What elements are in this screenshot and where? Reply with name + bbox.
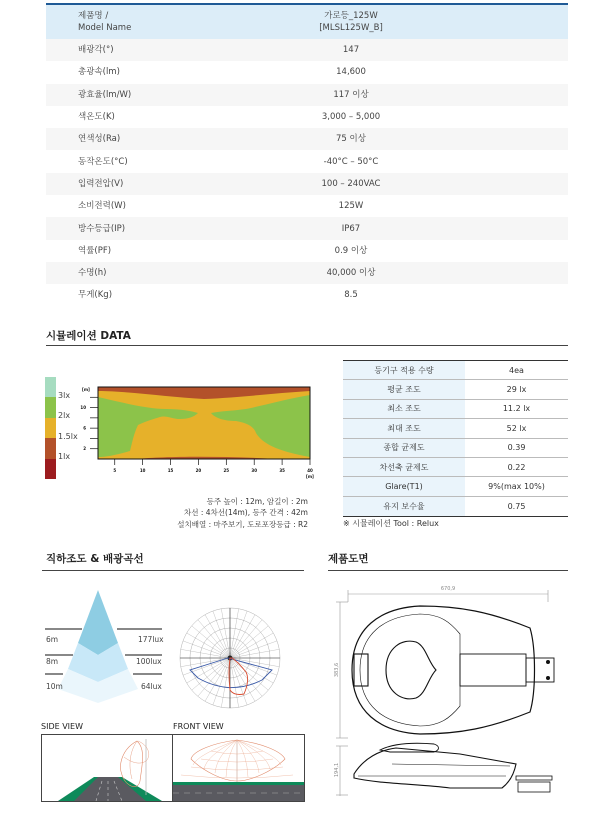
light-distribution-front (191, 740, 285, 781)
drawing-title: 제품도면 (328, 553, 369, 565)
legend-label: 1.5lx (58, 432, 78, 441)
spec-row (46, 150, 568, 172)
note-arrangement: 설치배열 : 마주보기, 도로포장등급 : R2 (177, 519, 308, 529)
spec-value: 125W (338, 201, 364, 212)
mount-clamp (518, 782, 550, 792)
simulation-table-row (343, 497, 568, 516)
housing-outline (352, 606, 535, 734)
note-lanes: 차선 : 4차선(14m), 등주 간격 : 42m (183, 508, 308, 518)
mesh-line (237, 740, 281, 765)
heatmap-plot (98, 387, 310, 459)
distribution-mesh (130, 741, 137, 779)
simulation-key: Glare(T1) (343, 477, 465, 495)
cone-level-6m (78, 590, 118, 655)
spec-value: 3,000 – 5,000 (321, 112, 381, 123)
heatmap-legend (45, 377, 56, 479)
road-surface (173, 785, 305, 802)
illuminance-heatmap (76, 385, 316, 485)
simulation-value: 0.39 (507, 443, 526, 453)
simulation-value: 11.2 lx (502, 404, 531, 414)
spec-label: 무게(Kg) (78, 290, 113, 301)
front-view-box (172, 734, 305, 802)
simulation-table-row (343, 400, 568, 419)
simulation-table-row (343, 361, 568, 380)
mesh-line (237, 740, 259, 773)
spec-row (46, 173, 568, 195)
spec-header-row (46, 5, 568, 39)
spec-label: 광효율(lm/W) (78, 89, 132, 100)
x-tick-label: 10 (139, 468, 146, 473)
x-tick-label: 15 (167, 468, 174, 473)
bolt (547, 661, 550, 664)
simulation-table (343, 360, 568, 517)
header-label-en: Model Name (78, 23, 132, 33)
mount-clamp-top (516, 776, 552, 780)
body-line (392, 764, 510, 766)
spec-row (46, 39, 568, 61)
simulation-title: 시뮬레이션 DATA (46, 330, 131, 342)
polar-distribution-chart (172, 600, 288, 710)
spec-label: 역률(PF) (78, 245, 112, 256)
legend-swatch-1lx (45, 438, 56, 458)
side-view-illustration (42, 735, 173, 802)
simulation-key: 등기구 적용 수량 (343, 361, 465, 379)
height-label: 6m (46, 635, 59, 644)
spec-row (46, 284, 568, 306)
spec-row (46, 84, 568, 106)
spec-row (46, 262, 568, 284)
simulation-table-row (343, 380, 568, 399)
y-tick-label: 10 (80, 405, 86, 411)
spec-value: 100 – 240VAC (321, 178, 381, 189)
side-view (354, 743, 552, 792)
x-tick-label: 30 (251, 468, 257, 473)
spec-row (46, 217, 568, 239)
simulation-value: 0.75 (507, 501, 526, 511)
spec-value: 14,600 (336, 67, 366, 78)
spec-row (46, 61, 568, 83)
light-distribution-side (121, 741, 143, 787)
legend-swatch-3lx (45, 377, 56, 397)
housing-side-outline (354, 748, 516, 788)
simulation-key: 종합 균제도 (343, 439, 465, 457)
spec-value: 117 이상 (333, 89, 369, 100)
simulation-tool-note: ※ 시뮬레이션 Tool : Relux (343, 519, 439, 528)
distribution-mesh (124, 741, 149, 763)
product-drawing (330, 578, 570, 796)
spec-value: 8.5 (344, 290, 358, 301)
legend-swatch-min (45, 459, 56, 479)
legend-swatch-2lx (45, 397, 56, 417)
section-divider (42, 570, 304, 571)
spec-row (46, 128, 568, 150)
legend-swatch-1-5lx (45, 418, 56, 438)
simulation-value: 9%(max 10%) (488, 482, 545, 492)
mesh-line (237, 740, 248, 777)
legend-label: 2lx (58, 411, 71, 420)
simulation-key: 최대 조도 (343, 419, 465, 437)
height-label: 10m (46, 682, 63, 691)
mesh-line (204, 740, 237, 769)
height-label: 8m (46, 657, 59, 666)
simulation-table-row (343, 477, 568, 496)
spec-label: 동작온도(°C) (78, 156, 128, 167)
x-tick-label: 40 (307, 468, 313, 473)
spec-label: 총광속(lm) (78, 67, 120, 78)
spec-value: IP67 (341, 223, 361, 234)
bolt (547, 677, 550, 680)
spec-table (46, 3, 568, 307)
simulation-table-row (343, 419, 568, 438)
spec-label: 배광각(°) (78, 45, 114, 56)
spec-value: 0.9 이상 (334, 245, 368, 256)
spec-value: 40,000 이상 (326, 268, 376, 279)
header-label-ko: 제품명 / (78, 11, 109, 21)
y-tick-label: 2 (83, 446, 86, 452)
x-tick-label: 20 (195, 468, 202, 473)
spec-row (46, 106, 568, 128)
side-height-dimension: 194,1 (334, 762, 340, 778)
y-tick-label: 6 (83, 425, 86, 431)
side-view-label: SIDE VIEW (41, 722, 83, 731)
simulation-value: 29 lx (506, 385, 527, 395)
lux-label: 64lux (141, 682, 162, 691)
spec-value: -40°C – 50°C (323, 156, 379, 167)
legend-label: 1lx (58, 452, 71, 461)
housing-inner (360, 614, 460, 726)
x-tick-label: 25 (223, 468, 230, 473)
simulation-table-row (343, 458, 568, 477)
x-tick-label: 5 (113, 468, 117, 473)
spec-header-label (46, 10, 252, 34)
lux-label: 100lux (136, 657, 162, 666)
mesh-line (226, 740, 237, 777)
y-axis-unit: [m] (82, 387, 90, 392)
distribution-mesh (181, 740, 293, 781)
mesh-line (215, 740, 237, 773)
height-dimension: 383,6 (334, 662, 340, 678)
mesh-line (193, 740, 237, 765)
model-code: [MLSL125W_B] (319, 23, 383, 33)
spec-label: 연색성(Ra) (78, 134, 121, 145)
road-verge (173, 782, 305, 785)
front-view-illustration (173, 735, 305, 802)
section-divider (328, 570, 568, 571)
front-view-label: FRONT VIEW (173, 722, 224, 731)
model-name: 가로등_125W (324, 11, 378, 21)
x-tick-label: 35 (279, 468, 285, 473)
note-pole-height: 등주 높이 : 12m, 암길이 : 2m (206, 497, 308, 506)
simulation-key: 유지 보수율 (343, 497, 465, 516)
spec-label: 색온도(K) (78, 112, 115, 123)
simulation-value: 4ea (509, 365, 524, 375)
section-divider (46, 345, 568, 346)
spec-header-value (252, 10, 450, 34)
legend-label: 3lx (58, 391, 71, 400)
lux-label: 177lux (138, 635, 164, 644)
mesh-line (237, 740, 270, 769)
side-view-box (41, 734, 173, 802)
simulation-key: 최소 조도 (343, 400, 465, 418)
illuminance-title: 직하조도 & 배광곡선 (46, 553, 144, 565)
spec-row (46, 240, 568, 262)
spec-value: 147 (342, 45, 360, 56)
width-dimension: 670,9 (440, 586, 456, 592)
spec-label: 방수등급(IP) (78, 223, 126, 234)
simulation-key: 평균 조도 (343, 380, 465, 398)
spec-label: 입력전압(V) (78, 178, 124, 189)
arm-channel (460, 654, 526, 686)
lens-heart (386, 641, 436, 699)
spec-label: 소비전력(W) (78, 201, 126, 212)
simulation-value: 0.22 (507, 462, 526, 472)
simulation-notes (177, 496, 308, 530)
spec-value: 75 이상 (336, 134, 366, 145)
spec-row (46, 195, 568, 217)
simulation-key: 차선축 균제도 (343, 458, 465, 476)
x-axis-unit: [m] (306, 474, 314, 479)
simulation-table-row (343, 439, 568, 458)
simulation-value: 52 lx (506, 423, 527, 433)
top-view (352, 606, 554, 734)
spec-label: 수명(h) (78, 268, 107, 279)
